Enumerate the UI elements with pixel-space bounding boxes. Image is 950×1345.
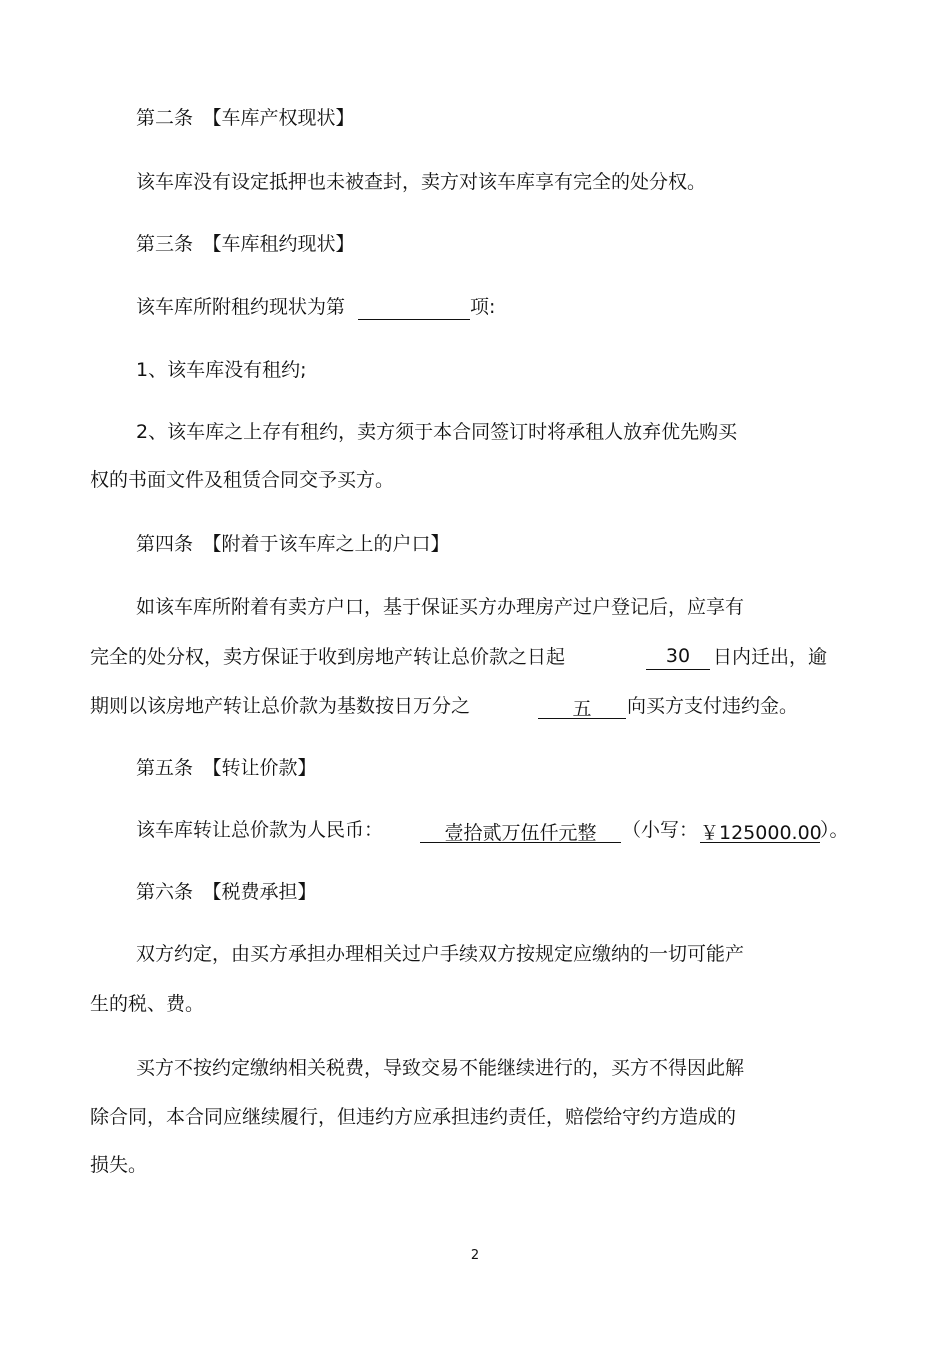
article-4-line-2b: 日内迁出，逾 <box>713 646 828 668</box>
move-out-days-field: 30 <box>646 645 710 670</box>
article-3-heading: 第三条 【车库租约现状】 <box>136 233 355 255</box>
article-2-body: 该车库没有设定抵押也未被查封，卖方对该车库享有完全的处分权。 <box>136 171 707 193</box>
article-6-p2-line-2: 除合同，本合同应继续履行，但违约方应承担违约责任，赔偿给守约方造成的 <box>90 1106 737 1128</box>
article-4-line-2a: 完全的处分权，卖方保证于收到房地产转让总价款之日起 <box>90 646 566 668</box>
article-4-line-3b: 向买方支付违约金。 <box>627 695 799 717</box>
article-6-p1-line-1: 双方约定，由买方承担办理相关过户手续双方按规定应缴纳的一切可能产 <box>136 943 745 965</box>
article-6-p2-line-3: 损失。 <box>90 1154 148 1176</box>
lease-item-2-line-1: 2、该车库之上存有租约，卖方须于本合同签订时将承租人放弃优先购买 <box>136 421 738 443</box>
article-6-p2-line-1: 买方不按约定缴纳相关税费，导致交易不能继续进行的，买方不得因此解 <box>136 1057 745 1079</box>
lease-item-2-line-2: 权的书面文件及租赁合同交予买方。 <box>90 469 395 491</box>
article-4-line-1: 如该车库所附着有卖方户口，基于保证买方办理房产过户登记后，应享有 <box>136 596 745 618</box>
article-3-intro-a: 该车库所附租约现状为第 <box>136 296 346 318</box>
article-5-heading: 第五条 【转让价款】 <box>136 757 317 779</box>
amount-in-words-field: 壹拾贰万伍仟元整 <box>420 818 621 843</box>
article-5-line-c: ）。 <box>820 819 849 841</box>
article-4-line-3a: 期则以该房地产转让总价款为基数按日万分之 <box>90 695 471 717</box>
article-2-heading: 第二条 【车库产权现状】 <box>136 107 355 129</box>
article-6-p1-line-2: 生的税、费。 <box>90 993 205 1015</box>
amount-in-figures-field: ￥125000.00 <box>700 818 820 843</box>
article-4-heading: 第四条 【附着于该车库之上的户口】 <box>136 533 450 555</box>
page-number: 2 <box>470 1248 480 1263</box>
lease-item-blank <box>358 295 470 320</box>
article-6-heading: 第六条 【税费承担】 <box>136 881 317 903</box>
article-3-intro-b: 项: <box>470 296 496 318</box>
lease-item-1: 1、该车库没有租约; <box>136 359 307 381</box>
article-5-line-b: （小写： <box>622 819 699 841</box>
article-5-line-a: 该车库转让总价款为人民币： <box>136 819 384 841</box>
penalty-rate-field: 五 <box>538 694 626 719</box>
